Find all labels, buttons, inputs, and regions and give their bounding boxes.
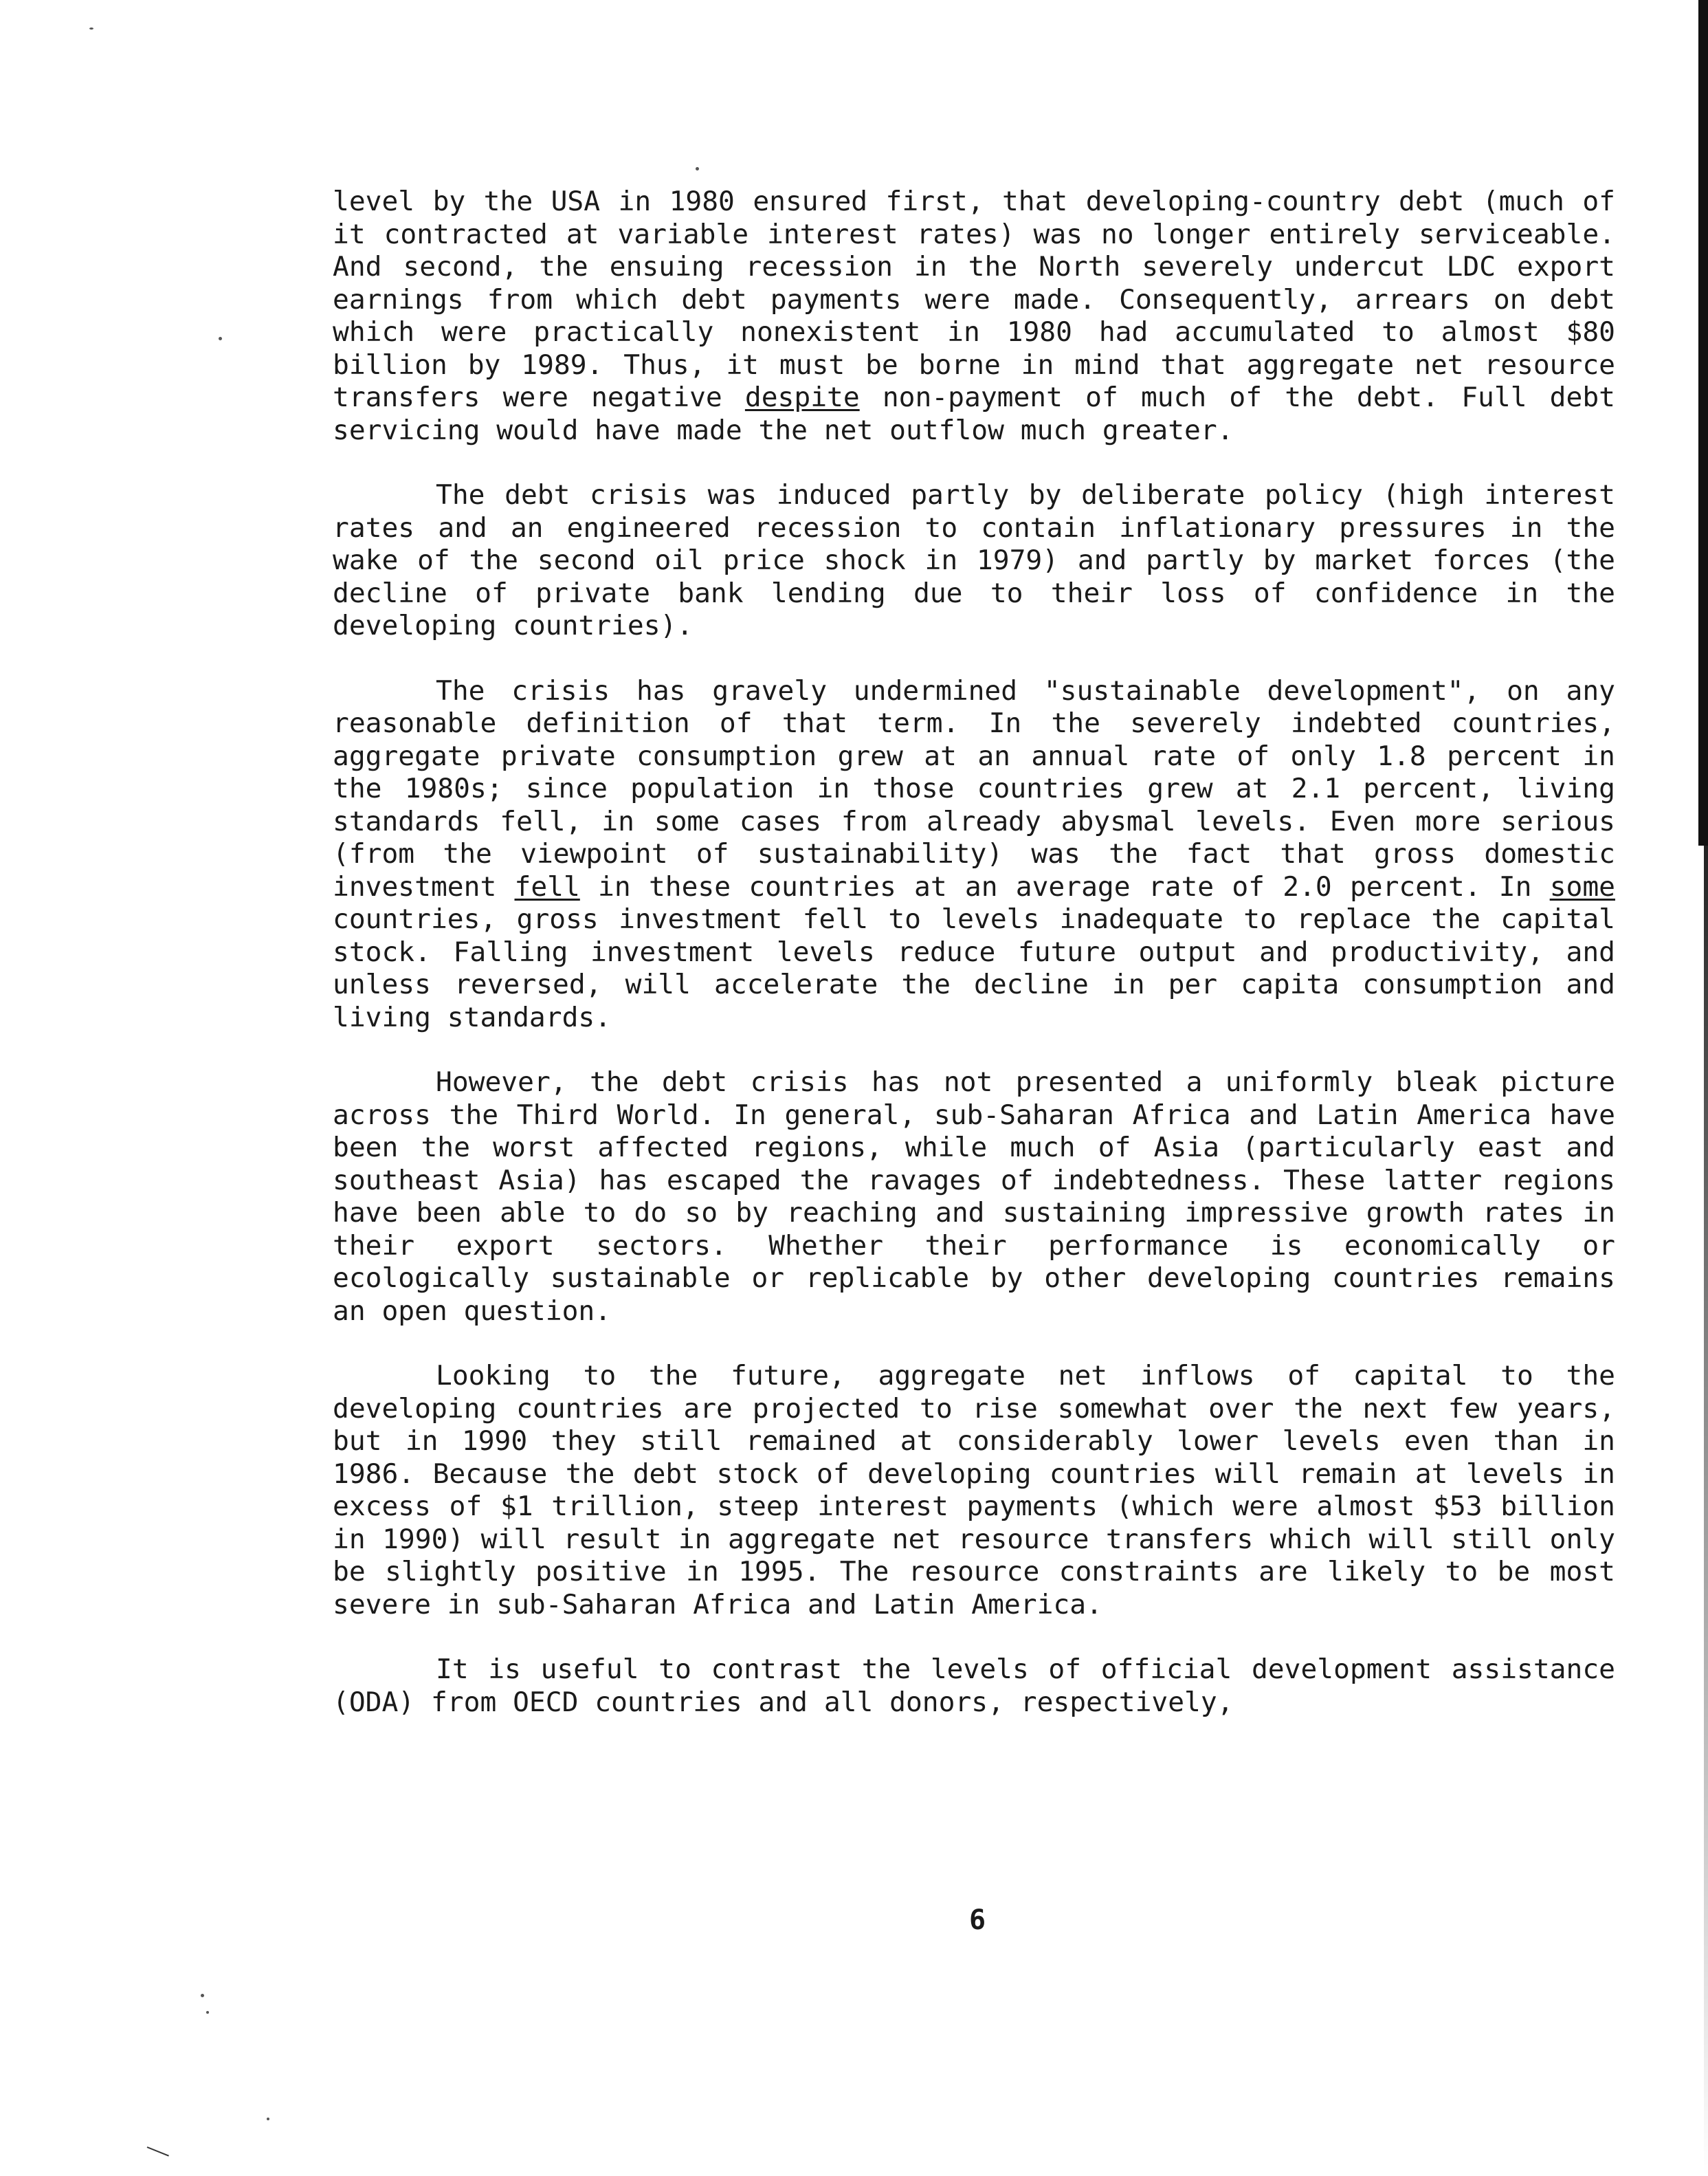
paragraph-future-outlook bbox=[333, 1360, 1615, 1621]
paragraph-text: However, the debt crisis has not presented a uniformly bleak picture across the Third World. In general, sub-Saharan Africa and Latin America have been the worst affected regions, while much of Asia (particularly east and southeast Asia) has escaped the ravages of indebtedness. These latter regions have been able to do so by reaching and sustaining impressive growth rates in their export sectors. Whether their performance is economically or ecologically sustainable or replicable by other developing countries remains an open question. bbox=[333, 1066, 1615, 1327]
paragraph-text: The crisis has gravely undermined "sustainable development", on any reasonable definition of that term. In the severely indebted countries, aggregate private consumption grew at an annual rate of only 1.8 percent in the 1980s; since population in those countries grew at 2.1 percent, living standards fell, in some cases from already abysmal levels. Even more serious (from the viewpoint of sustainability) was the fact that gross domestic investment bbox=[333, 674, 1615, 903]
document-body bbox=[333, 186, 1615, 1719]
underlined-word: some bbox=[1549, 870, 1615, 903]
paragraph-text: Looking to the future, aggregate net inflows of capital to the developing countries are projected to rise somewhat over the next few years, but in 1990 they still remained at considerably lower levels even than in 1986. Because the debt stock of developing countries will remain at levels in excess of $1 trillion, steep interest payments (which were almost $53 billion in 1990) will result in aggregate net resource transfers which will still only be slightly positive in 1995. The resource constraints are likely to be most severe in sub-Saharan Africa and Latin America. bbox=[333, 1360, 1615, 1620]
page-number: 6 bbox=[968, 1904, 986, 1936]
scan-speck bbox=[219, 337, 222, 340]
scan-speck bbox=[696, 167, 699, 171]
paragraph-debt-serviceability bbox=[333, 186, 1615, 447]
paragraph-text: level by the USA in 1980 ensured first, that developing-country debt (much of it contracted at variable interest rates) was no longer entirely serviceable. And second, the ensuing recession in the North severely undercut LDC export earnings from which debt payments were made. Consequently, arrears on debt which were practically nonexistent in 1980 had accumulated to almost $80 billion by 1989. Thus, it must be borne in mind that aggregate net resource transfers were negative bbox=[333, 186, 1615, 413]
paragraph-oda-contrast bbox=[333, 1653, 1615, 1719]
paragraph-sustainable-development bbox=[333, 675, 1615, 1035]
underlined-word: despite bbox=[744, 382, 860, 413]
scan-speck bbox=[206, 2011, 209, 2014]
scan-page-edge-fade bbox=[1704, 846, 1708, 2176]
scan-speck bbox=[201, 1994, 204, 1997]
paragraph-text: countries, gross investment fell to levels inadequate to replace the capital stock. Falling investment levels reduce future output and productivity, and unless reversed, will accelerate the decline in per capita consumption and living standards. bbox=[333, 903, 1615, 1033]
paragraph-text: The debt crisis was induced partly by deliberate policy (high interest rates and an engineered recession to contain inflationary pressures in the wake of the second oil price shock in 1979) and partly by market forces (the decline of private bank lending due to their loss of confidence in the developing countries). bbox=[333, 479, 1615, 641]
paragraph-text: in these countries at an average rate of 2.0 percent. In bbox=[579, 870, 1550, 903]
paragraph-text: non-payment of much of the debt. Full debt servicing would have made the net outflow much greater. bbox=[333, 382, 1615, 446]
scan-speck bbox=[89, 28, 93, 30]
paragraph-debt-crisis-causes bbox=[333, 479, 1615, 643]
paragraph-text: It is useful to contrast the levels of official development assistance (ODA) from OECD countries and all donors, respectively, bbox=[333, 1653, 1615, 1718]
scan-speck bbox=[267, 2118, 269, 2120]
scan-mark bbox=[147, 2146, 169, 2157]
underlined-word: fell bbox=[514, 870, 580, 903]
scan-page-edge bbox=[1698, 0, 1708, 846]
paragraph-regional-differences bbox=[333, 1066, 1615, 1328]
